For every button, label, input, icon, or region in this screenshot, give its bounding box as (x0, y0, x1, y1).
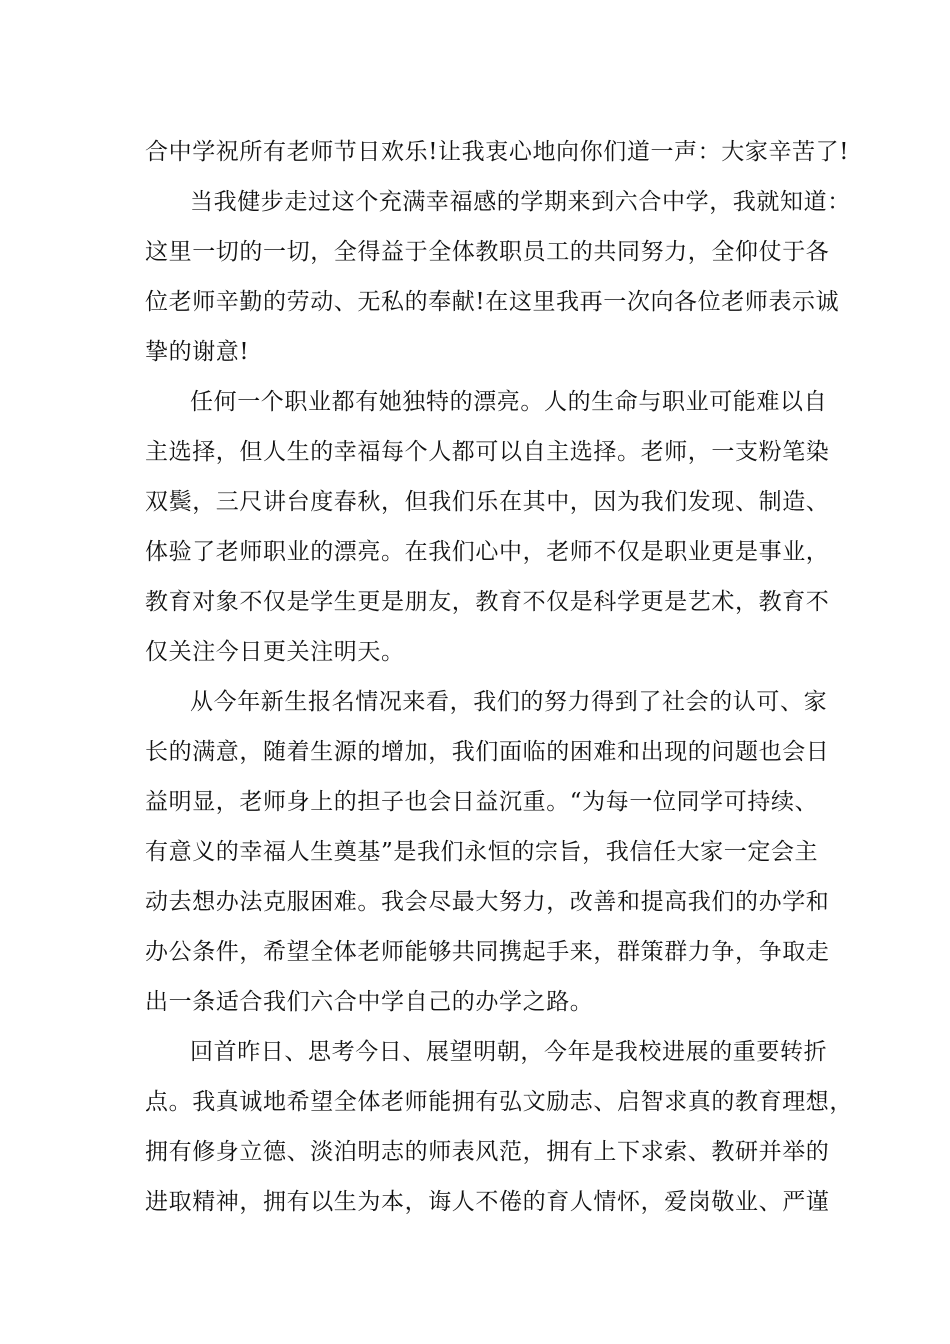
text-line: 出一条适合我们六合中学自己的办学之路。 (145, 989, 594, 1015)
text-line: 合中学祝所有老师节日欢乐!让我衷心地向你们道一声：大家辛苦了! (145, 139, 850, 165)
text-line: 挚的谢意! (145, 339, 250, 365)
text-line: 长的满意，随着生源的增加，我们面临的困难和出现的问题也会日 (145, 739, 830, 765)
paragraph-first-line: 当我健步走过这个充满幸福感的学期来到六合中学，我就知道： (190, 189, 851, 215)
text-line: 仅关注今日更关注明天。 (145, 639, 405, 665)
text-line: 这里一切的一切，全得益于全体教职员工的共同努力，全仰仗于各 (145, 239, 830, 265)
text-line: 双鬓，三尺讲台度春秋，但我们乐在其中，因为我们发现、制造、 (145, 489, 830, 515)
paragraph-first-line: 从今年新生报名情况来看，我们的努力得到了社会的认可、家 (190, 689, 828, 715)
text-line: 益明显，老师身上的担子也会日益沉重。“为每一位同学可持续、 (145, 789, 819, 815)
paragraph-first-line: 回首昨日、思考今日、展望明朝，今年是我校进展的重要转折 (190, 1039, 828, 1065)
text-line: 有意义的幸福人生奠基”是我们永恒的宗旨，我信任大家一定会主 (145, 839, 819, 865)
text-line: 拥有修身立德、淡泊明志的师表风范，拥有上下求索、教研并举的 (145, 1139, 830, 1165)
text-line: 位老师辛勤的劳动、无私的奉献!在这里我再一次向各位老师表示诚 (145, 289, 840, 315)
text-line: 主选择，但人生的幸福每个人都可以自主选择。老师，一支粉笔染 (145, 439, 830, 465)
text-line: 点。我真诚地希望全体老师能拥有弘文励志、启智求真的教育理想， (145, 1089, 853, 1115)
text-line: 办公条件，希望全体老师能够共同携起手来，群策群力争，争取走 (145, 939, 830, 965)
text-line: 进取精神，拥有以生为本，诲人不倦的育人情怀，爱岗敬业、严谨 (145, 1189, 830, 1215)
text-line: 动去想办法克服困难。我会尽最大努力，改善和提高我们的办学和 (145, 889, 830, 915)
paragraph-first-line: 任何一个职业都有她独特的漂亮。人的生命与职业可能难以自 (190, 389, 828, 415)
text-line: 教育对象不仅是学生更是朋友，教育不仅是科学更是艺术，教育不 (145, 589, 830, 615)
text-line: 体验了老师职业的漂亮。在我们心中，老师不仅是职业更是事业， (145, 539, 830, 565)
